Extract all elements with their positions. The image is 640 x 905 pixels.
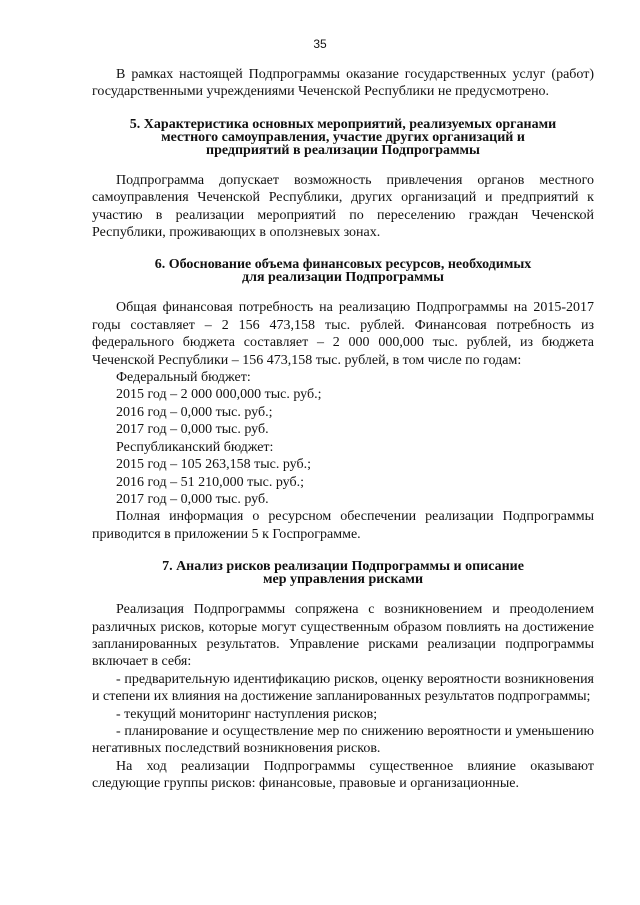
section-5-heading-line: 5. Характеристика основных мероприятий, реализуемых органами bbox=[129, 116, 557, 132]
risk-list-item: - планирование и осуществление мер по снижению вероятности и уменьшению негативных последствий возникновения рисков. bbox=[92, 723, 594, 757]
section-6-heading bbox=[92, 258, 594, 284]
federal-budget-2017: 2017 год – 0,000 тыс. руб. bbox=[116, 422, 269, 438]
republic-budget-2015: 2015 год – 105 263,158 тыс. руб.; bbox=[116, 457, 311, 473]
section-7-paragraph: Реализация Подпрограммы сопряжена с возникновением и преодолением различных рисков, которые могут существенным образом повлиять на достижение запланированных результатов. Управление рисками реализации подпрограммы включает в себя: bbox=[92, 602, 594, 670]
federal-budget-2016: 2016 год – 0,000 тыс. руб.; bbox=[116, 404, 273, 420]
section-7-heading-line: 7. Анализ рисков реализации Подпрограммы и описание bbox=[162, 559, 524, 575]
risk-list-item: - текущий мониторинг наступления рисков; bbox=[116, 706, 378, 722]
republic-budget-label: Республиканский бюджет: bbox=[116, 439, 274, 455]
federal-budget-label: Федеральный бюджет: bbox=[116, 370, 251, 386]
intro-paragraph: В рамках настоящей Подпрограммы оказание государственных услуг (работ) государственными учреждениями Чеченской Республики не предусмотрено. bbox=[92, 67, 594, 100]
section-5-paragraph: Подпрограмма допускает возможность привлечения органов местного самоуправления Чеченской Республики, других организаций и предприятий к участию в реализации мероприятий по переселению граждан Чеченской Республики, проживающих в оползневых зонах. bbox=[92, 172, 594, 241]
section-7-final-paragraph: На ход реализации Подпрограммы существенное влияние оказывают следующие группы рисков: финансовые, правовые и организационные. bbox=[92, 758, 594, 792]
section-6-heading-line: для реализации Подпрограммы bbox=[242, 270, 444, 286]
section-5-heading-line: местного самоуправления, участие других организаций и bbox=[161, 129, 525, 145]
republic-budget-2016: 2016 год – 51 210,000 тыс. руб.; bbox=[116, 474, 304, 490]
federal-budget-2015: 2015 год – 2 000 000,000 тыс. руб.; bbox=[116, 387, 322, 403]
section-6-closing: Полная информация о ресурсном обеспечении реализации Подпрограммы приводится в приложении 5 к Госпрограмме. bbox=[92, 509, 594, 542]
risk-list-item: - предварительную идентификацию рисков, оценку вероятности возникновения и степени их влияния на достижение запланированных результатов подпрограммы; bbox=[92, 671, 594, 705]
section-5-heading-line: предприятий в реализации Подпрограммы bbox=[206, 142, 480, 158]
page-number: 35 bbox=[313, 37, 327, 51]
republic-budget-2017: 2017 год – 0,000 тыс. руб. bbox=[116, 491, 269, 507]
section-6-paragraph: Общая финансовая потребность на реализацию Подпрограммы на 2015-2017 годы составляет – 2 156 473,158 тыс. рублей. Финансовая потребность из федерального бюджета составляет – 2 000 000,000 тыс. рублей, из бюджета Чеченской Республики – 156 473,158 тыс. рублей, в том числе по годам: bbox=[92, 300, 594, 368]
document-body bbox=[92, 66, 594, 793]
section-7-heading bbox=[92, 560, 594, 586]
section-6-heading-line: 6. Обоснование объема финансовых ресурсов, необходимых bbox=[154, 257, 532, 273]
section-5-heading bbox=[92, 118, 594, 157]
section-7-heading-line: мер управления рисками bbox=[262, 572, 424, 588]
